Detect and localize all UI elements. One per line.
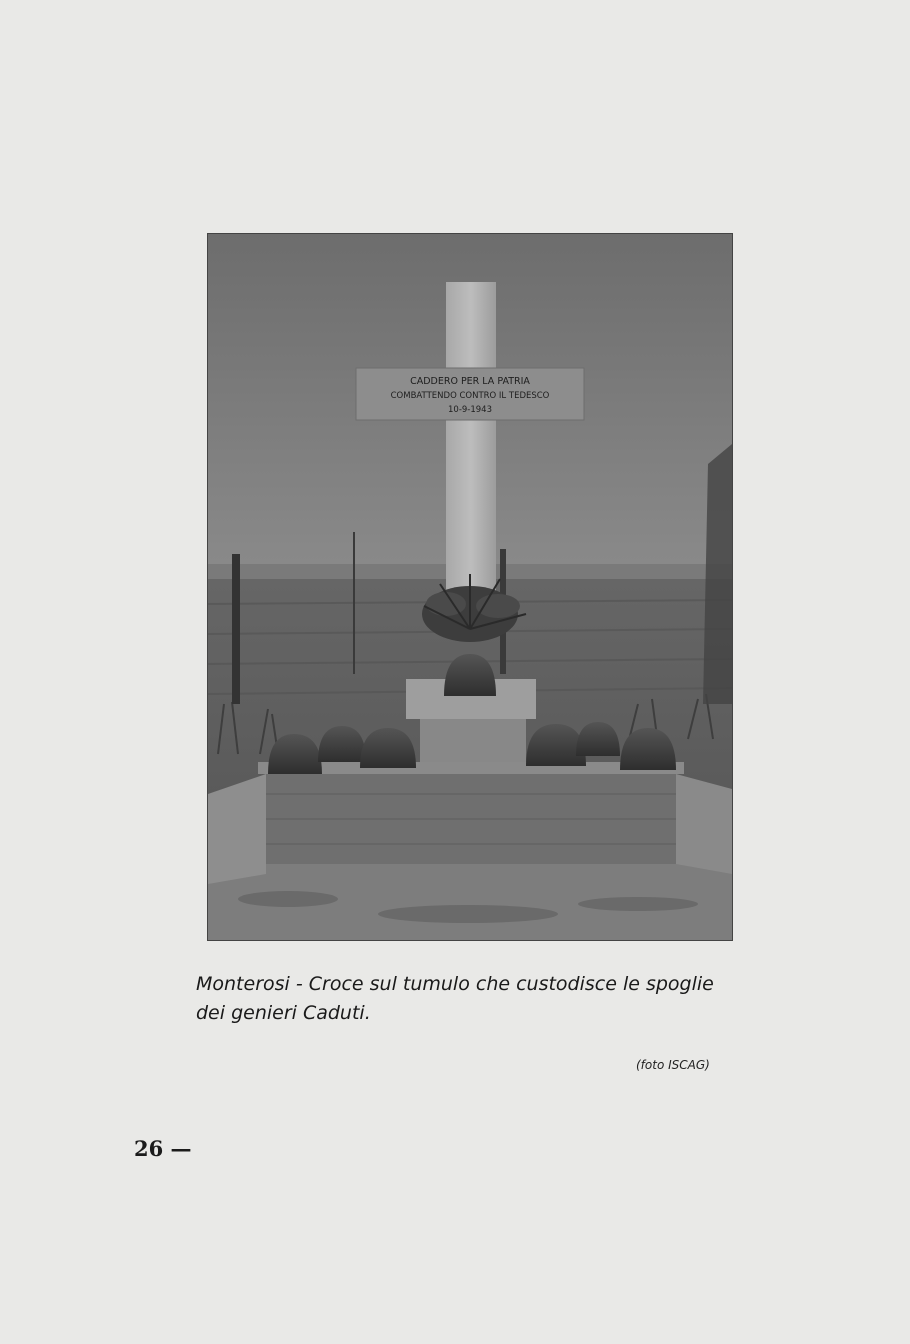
plaque-line-1: CADDERO PER LA PATRIA	[410, 376, 530, 387]
caption-line-2: dei genieri Caduti.	[196, 1002, 371, 1024]
cross-photograph	[208, 234, 732, 940]
caption-line-1: Monterosi - Croce sul tumulo che custodisce le spoglie	[196, 973, 714, 995]
photo-credit: (foto ISCAG)	[636, 1058, 710, 1072]
plaque-line-3: 10-9-1943	[448, 405, 492, 415]
plaque-line-2: COMBATTENDO CONTRO IL TEDESCO	[390, 391, 550, 401]
photo-caption	[196, 970, 756, 1028]
page-number: 26 —	[134, 1136, 192, 1161]
